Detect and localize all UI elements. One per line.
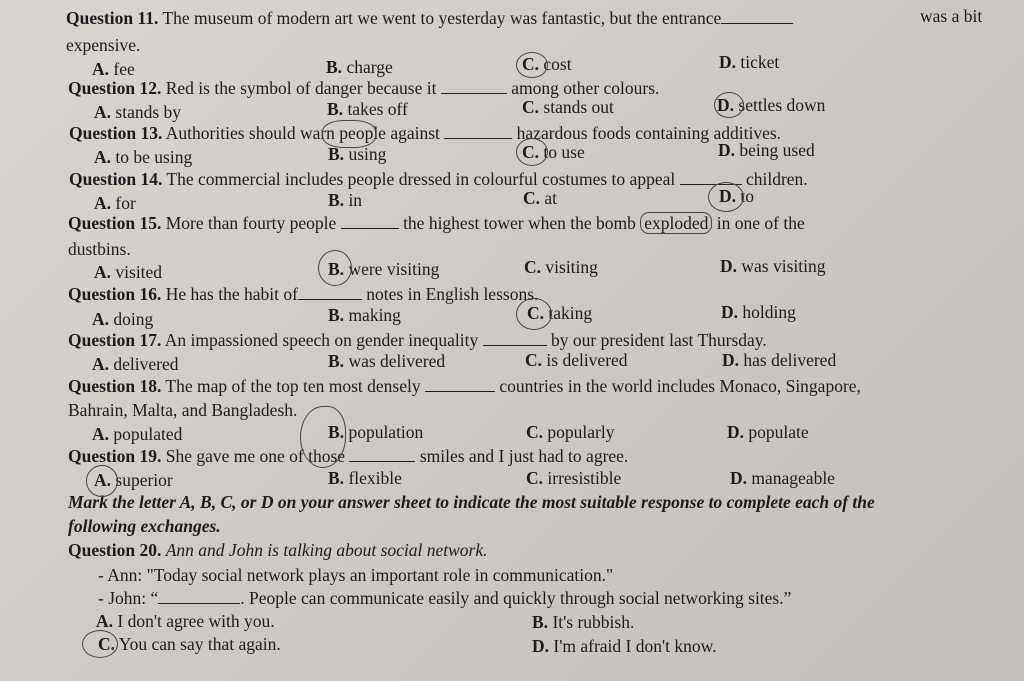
q20-option-d: D. I'm afraid I don't know. <box>532 636 717 656</box>
q14-option-d: D. to <box>719 186 755 206</box>
answer-blank <box>158 589 240 604</box>
q13-option-d: D. being used <box>718 140 815 160</box>
q15-option-c: C. visiting <box>524 257 598 277</box>
section-instruction: Mark the letter A, B, C, or D on your answer sheet to indicate the most suitable response to complete each of the <box>68 492 875 512</box>
q20-option-b: B. It's rubbish. <box>532 612 635 632</box>
question-16-stem: Question 16. He has the habit of notes in English lessons. <box>68 284 539 304</box>
q17-option-b: B. was delivered <box>328 351 446 371</box>
q11-option-a: A. fee <box>92 59 135 79</box>
answer-blank <box>721 9 793 24</box>
question-13-stem: Question 13. Authorities should warn people against hazardous foods containing additives. <box>69 123 782 143</box>
answer-blank <box>444 124 512 139</box>
q19-option-d: D. manageable <box>730 468 835 488</box>
q14-option-a: A. for <box>94 193 136 213</box>
q17-option-d: D. has delivered <box>722 350 837 370</box>
q12-option-a: A. stands by <box>94 102 182 122</box>
answer-blank <box>483 331 547 346</box>
q17-option-a: A. delivered <box>92 354 179 374</box>
q18-option-c: C. popularly <box>526 422 615 442</box>
q16-option-a: A. doing <box>92 309 154 329</box>
q11-option-d: D. ticket <box>719 52 780 72</box>
answer-blank <box>441 79 507 94</box>
q12-option-b: B. takes off <box>327 99 408 119</box>
question-20-stem: Question 20. Ann and John is talking about social network. <box>68 540 488 560</box>
q16-option-b: B. making <box>328 305 401 325</box>
question-15-stem-cont: dustbins. <box>68 239 131 259</box>
q20-ann-line: - Ann: "Today social network plays an important role in communication." <box>98 565 614 585</box>
answer-blank <box>341 214 399 229</box>
q16-option-c: C. taking <box>527 303 593 323</box>
q19-option-a: A. superior <box>94 470 173 490</box>
q19-option-c: C. irresistible <box>526 468 622 488</box>
section-instruction-cont: following exchanges. <box>68 516 221 536</box>
q14-option-b: B. in <box>328 190 363 210</box>
q15-option-d: D. was visiting <box>720 256 826 276</box>
answer-blank <box>349 447 415 462</box>
q11-option-b: B. charge <box>326 57 393 77</box>
question-18-stem: Question 18. The map of the top ten most densely countries in the world includes Monaco, Singapore, <box>68 376 861 396</box>
q15-option-a: A. visited <box>94 262 163 282</box>
q17-option-c: C. is delivered <box>525 350 628 370</box>
q20-option-c: C. You can say that again. <box>98 634 281 654</box>
q20-option-a: A. I don't agree with you. <box>96 611 275 631</box>
question-14-stem: Question 14. The commercial includes people dressed in colourful costumes to appeal children. <box>69 169 808 189</box>
q14-option-c: C. at <box>523 188 558 208</box>
q15-option-b: B. were visiting <box>328 259 440 279</box>
answer-blank <box>298 285 362 300</box>
q16-option-d: D. holding <box>721 302 796 322</box>
q19-option-b: B. flexible <box>328 468 402 488</box>
q12-option-c: C. stands out <box>522 97 614 117</box>
q11-option-c: C. cost <box>522 54 572 74</box>
question-17-stem: Question 17. An impassioned speech on gender inequality by our president last Thursday. <box>68 330 767 350</box>
answer-blank <box>425 377 495 392</box>
question-11-stem-end: was a bit <box>920 6 983 26</box>
q12-option-d: D. settles down <box>717 95 826 115</box>
question-12-stem: Question 12. Red is the symbol of danger because it among other colours. <box>68 78 660 98</box>
q18-option-a: A. populated <box>92 424 183 444</box>
question-15-stem: Question 15. More than fourty people the highest tower when the bomb exploded in one of the <box>68 213 805 233</box>
q13-option-c: C. to use <box>522 142 585 162</box>
question-18-stem-cont: Bahrain, Malta, and Bangladesh. <box>68 400 298 420</box>
q20-john-line: - John: “ . People can communicate easily and quickly through social networking sites.” <box>98 588 792 608</box>
question-11-stem: Question 11. The museum of modern art we went to yesterday was fantastic, but the entrance <box>66 8 793 28</box>
q13-option-a: A. to be using <box>94 147 193 167</box>
question-11-stem-cont: expensive. <box>66 35 141 55</box>
q18-option-d: D. populate <box>727 422 809 442</box>
q18-option-b: B. population <box>328 422 424 442</box>
question-19-stem: Question 19. She gave me one of those smiles and I just had to agree. <box>68 446 629 466</box>
q13-option-b: B. using <box>328 144 387 164</box>
answer-blank <box>680 170 742 185</box>
